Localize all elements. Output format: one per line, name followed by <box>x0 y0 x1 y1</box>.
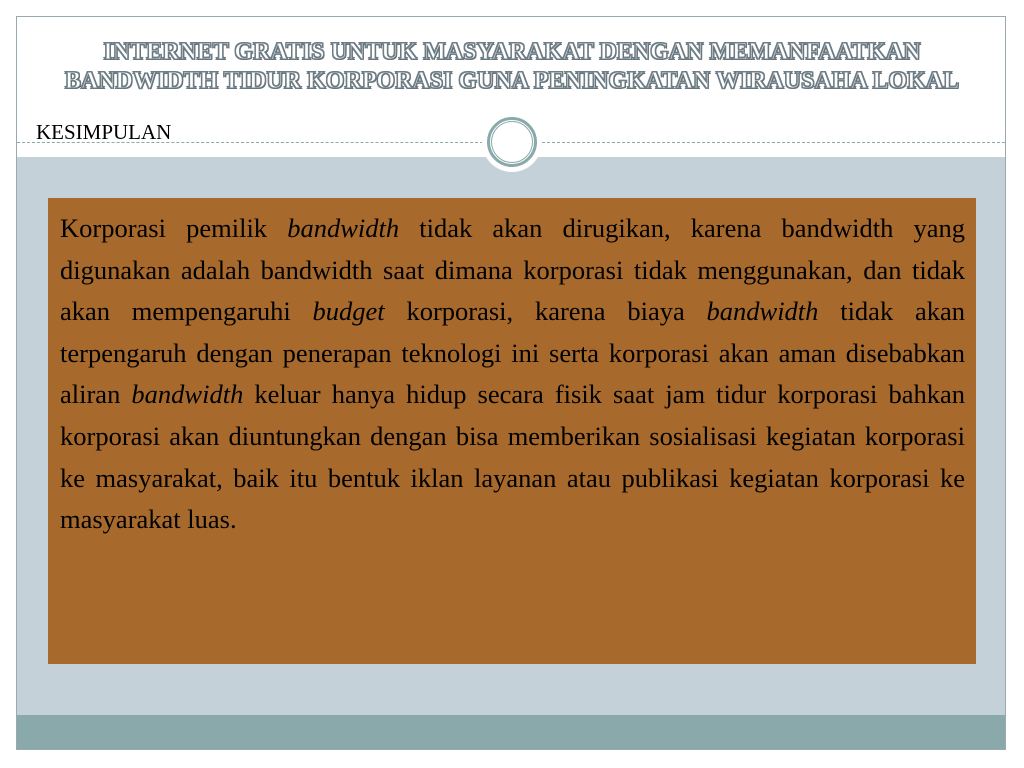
conclusion-paragraph <box>60 208 965 541</box>
slide-footer-band <box>17 715 1005 749</box>
paragraph-text: keluar hanya hidup secara fisik saat jam tidur korporasi bahkan korporasi akan diuntungkan dengan bisa memberikan sosialisasi kegiatan korporasi ke masyarakat, baik itu bentuk iklan layanan atau publikasi kegiatan korporasi ke masyarakat luas. <box>60 379 965 535</box>
emphasized-term: bandwidth <box>131 379 244 410</box>
slide-title-line-1: INTERNET GRATIS UNTUK MASYARAKAT DENGAN MEMANFAATKAN <box>103 39 921 65</box>
emphasized-term: bandwidth <box>287 213 400 243</box>
slide-title-line-2: BANDWIDTH TIDUR KORPORASI GUNA PENINGKATAN WIRAUSAHA LOKAL <box>64 68 960 94</box>
emphasized-term: budget <box>312 296 385 327</box>
paragraph-text: tidak akan terpengaruh dengan penerapan teknologi ini serta korporasi akan aman disebabkan aliran <box>60 296 965 410</box>
slide-title <box>17 38 1007 96</box>
paragraph-text: korporasi, karena biaya <box>384 296 707 327</box>
conclusion-text-box <box>48 198 976 664</box>
paragraph-text: Korporasi pemilik <box>60 213 288 243</box>
paragraph-text: tidak akan dirugikan, karena bandwidth yang digunakan adalah bandwidth saat dimana korporasi tidak menggunakan, dan tidak akan mempengaruhi <box>60 213 966 327</box>
decorative-inner-ring <box>491 121 533 163</box>
header-divider-right <box>542 142 1005 143</box>
section-heading: KESIMPULAN <box>36 120 172 144</box>
emphasized-term: bandwidth <box>706 296 819 327</box>
